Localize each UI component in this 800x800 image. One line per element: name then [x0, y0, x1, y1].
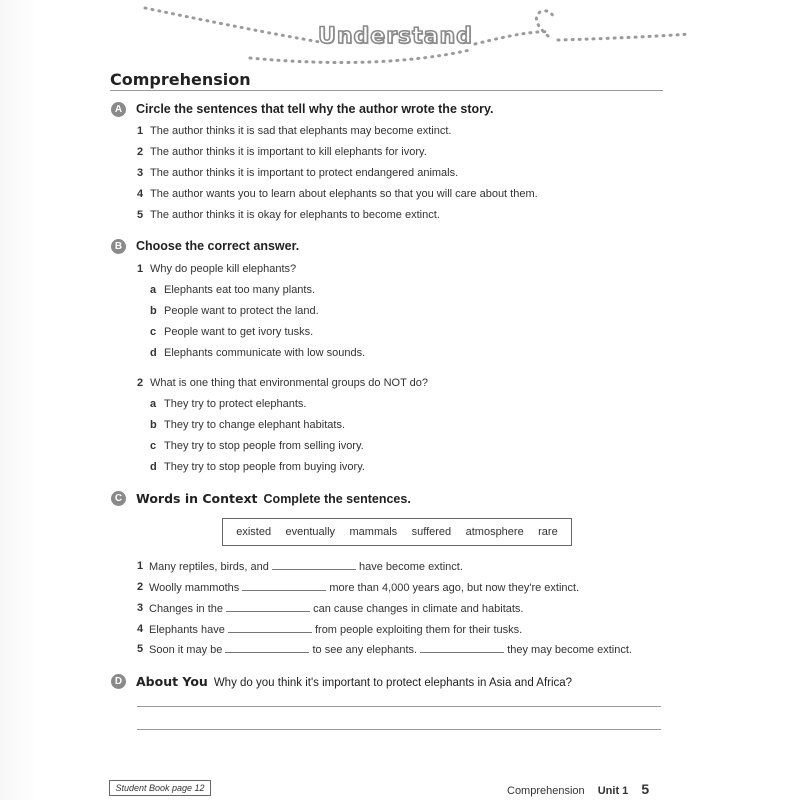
b-option-text[interactable]: People want to get ivory tusks. — [164, 326, 314, 338]
a-item-text[interactable]: The author thinks it is sad that elephants may become extinct. — [150, 125, 452, 137]
c-item-number: 5 — [137, 643, 144, 655]
page-footer — [507, 781, 649, 797]
b-question-number: 2 — [137, 377, 144, 389]
fill-blank[interactable] — [226, 602, 310, 612]
section-b-badge: B — [111, 239, 126, 254]
b-option-letter: b — [150, 419, 157, 431]
fill-blank[interactable] — [272, 560, 356, 570]
section-d-instruction: About You Why do you think it's important to protect elephants in Asia and Africa? — [136, 674, 573, 689]
banner-title: Understand — [318, 24, 473, 49]
b-question-number: 1 — [137, 263, 144, 275]
student-book-reference: Student Book page 12 — [109, 780, 211, 796]
a-item-text[interactable]: The author wants you to learn about elephants so that you will care about them. — [150, 188, 538, 200]
footer-unit: Unit 1 — [597, 785, 629, 797]
section-a-instruction: Circle the sentences that tell why the author wrote the story. — [136, 102, 494, 116]
a-item-text[interactable]: The author thinks it is important to kill elephants for ivory. — [150, 146, 427, 158]
fill-blank[interactable] — [228, 623, 312, 633]
answer-line[interactable] — [137, 729, 661, 730]
section-b-instruction: Choose the correct answer. — [136, 239, 300, 253]
section-c-instruction: Words in Context Complete the sentences. — [136, 491, 411, 506]
b-option-letter: b — [150, 305, 157, 317]
b-question-text: What is one thing that environmental groups do NOT do? — [150, 377, 429, 389]
c-item-sentence: Elephants have from people exploiting them for their tusks. — [149, 624, 523, 636]
c-item-sentence: Changes in the can cause changes in climate and habitats. — [149, 603, 524, 615]
c-item-sentence: Many reptiles, birds, and have become extinct. — [149, 561, 463, 573]
c-item-number: 1 — [137, 560, 144, 572]
fill-blank[interactable] — [420, 643, 504, 653]
answer-line[interactable] — [137, 706, 661, 707]
section-c-badge: C — [111, 491, 126, 506]
b-question-text: Why do people kill elephants? — [150, 263, 297, 275]
word-bank-word: suffered — [411, 526, 452, 538]
b-option-letter: a — [150, 398, 157, 410]
b-option-letter: d — [150, 461, 157, 473]
a-item-number: 1 — [137, 125, 144, 137]
c-item-sentence: Soon it may be to see any elephants. they may become extinct. — [149, 644, 632, 656]
a-item-number: 2 — [137, 146, 144, 158]
word-bank-word: existed — [236, 526, 272, 538]
b-option-letter: c — [150, 440, 157, 452]
b-option-text[interactable]: People want to protect the land. — [164, 305, 319, 317]
c-item-number: 4 — [137, 623, 144, 635]
b-option-text[interactable]: They try to stop people from buying ivory. — [164, 461, 365, 473]
word-bank-word: mammals — [349, 526, 398, 538]
c-item-sentence: Woolly mammoths more than 4,000 years ago, but now they're extinct. — [149, 582, 580, 594]
a-item-text[interactable]: The author thinks it is important to protect endangered animals. — [150, 167, 459, 179]
word-bank-word: eventually — [285, 526, 336, 538]
word-bank-word: rare — [538, 526, 558, 538]
b-option-letter: a — [150, 284, 157, 296]
footer-section: Comprehension — [507, 785, 585, 797]
b-option-letter: d — [150, 347, 157, 359]
a-item-text[interactable]: The author thinks it is okay for elephants to become extinct. — [150, 209, 440, 221]
section-title: Comprehension — [110, 70, 251, 89]
c-item-number: 2 — [137, 581, 144, 593]
c-item-number: 3 — [137, 602, 144, 614]
b-option-text[interactable]: Elephants eat too many plants. — [164, 284, 316, 296]
b-option-letter: c — [150, 326, 157, 338]
section-divider — [110, 90, 663, 91]
a-item-number: 3 — [137, 167, 144, 179]
section-d-badge: D — [111, 674, 126, 689]
a-item-number: 5 — [137, 209, 144, 221]
page-number: 5 — [641, 781, 650, 797]
b-option-text[interactable]: They try to stop people from selling ivory. — [164, 440, 364, 452]
fill-blank[interactable] — [242, 581, 326, 591]
word-bank — [222, 518, 572, 546]
b-option-text[interactable]: They try to protect elephants. — [164, 398, 307, 410]
section-a-badge: A — [111, 102, 126, 117]
b-option-text[interactable]: Elephants communicate with low sounds. — [164, 347, 366, 359]
word-bank-word: atmosphere — [465, 526, 524, 538]
fill-blank[interactable] — [225, 643, 309, 653]
b-option-text[interactable]: They try to change elephant habitats. — [164, 419, 346, 431]
a-item-number: 4 — [137, 188, 144, 200]
